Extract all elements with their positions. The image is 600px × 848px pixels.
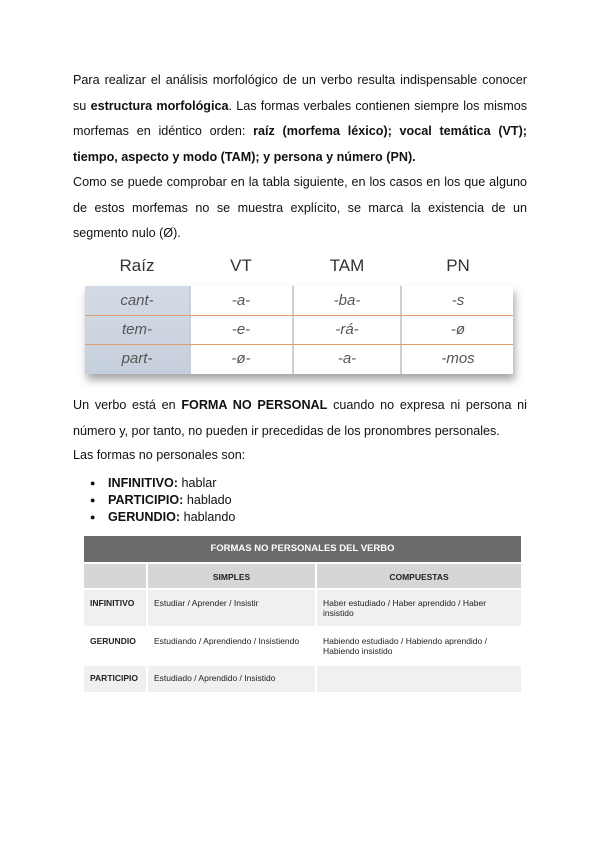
row-label: PARTICIPIO: [84, 666, 146, 692]
table-header-row: [84, 564, 521, 588]
table-row: [84, 590, 521, 626]
list-item-value: hablado: [183, 493, 232, 507]
cell-vt: -ø-: [231, 350, 251, 367]
table-title: FORMAS NO PERSONALES DEL VERBO: [84, 536, 521, 562]
list-item: [90, 509, 235, 526]
header-compuestas: COMPUESTAS: [317, 564, 521, 588]
header-vt: VT: [230, 256, 252, 275]
cell-compuestas: Haber estudiado / Haber aprendido / Haber insistido: [317, 590, 521, 626]
non-personal-forms-table: [84, 536, 521, 683]
cell-raiz: cant-: [120, 292, 154, 309]
cell-pn: -s: [451, 292, 465, 309]
cell-pn: -ø: [450, 321, 466, 338]
header-simples: SIMPLES: [148, 564, 315, 588]
intro-paragraph: [73, 68, 527, 170]
row-label: INFINITIVO: [84, 590, 146, 626]
list-item-value: hablar: [177, 476, 217, 490]
cell-simples: Estudiado / Aprendido / Insistido: [148, 666, 315, 692]
cell-simples: Estudiando / Aprendiendo / Insistiendo: [148, 628, 315, 664]
cell-simples: Estudiar / Aprender / Insistir: [148, 590, 315, 626]
non-personal-text-2: cuando no expresa ni persona ni número y, por tanto, no pueden ir precedidas de los pronombres personales.: [73, 398, 527, 438]
intro-bold-2: raíz (morfema léxico); vocal temática (VT); tiempo, aspecto y modo (TAM); y persona y número (PN).: [73, 124, 528, 164]
morpheme-table-body: [85, 286, 513, 374]
table-row: [84, 628, 521, 664]
column-separator: [400, 286, 402, 374]
cell-raiz: tem-: [122, 321, 152, 338]
cell-vt: -e-: [231, 321, 251, 338]
non-personal-paragraph: [73, 393, 527, 444]
cell-tam: -rá-: [335, 321, 359, 338]
list-item-label: INFINITIVO:: [108, 476, 178, 490]
row-label: GERUNDIO: [84, 628, 146, 664]
cell-compuestas: Habiendo estudiado / Habiendo aprendido / Habiendo insistido: [317, 628, 521, 664]
list-item: [90, 492, 235, 509]
forms-list: [90, 475, 235, 526]
list-intro: Las formas no personales son:: [73, 448, 246, 462]
list-item-value: hablando: [180, 510, 236, 524]
header-tam: TAM: [329, 256, 365, 275]
morpheme-table: [85, 252, 515, 382]
column-separator: [292, 286, 294, 374]
intro-bold-1: estructura morfológica: [90, 98, 229, 113]
list-item-label: PARTICIPIO:: [108, 493, 184, 507]
second-paragraph: Como se puede comprobar en la tabla siguiente, en los casos en los que alguno de estos morfemas no se muestra explícito, se marca la existencia de un segmento nulo (Ø).: [73, 175, 527, 240]
header-pn: PN: [446, 256, 470, 275]
cell-pn: -mos: [441, 350, 475, 367]
non-personal-text-1: Un verbo está en: [73, 398, 182, 412]
cell-tam: -a-: [337, 350, 357, 367]
intro-text-1: Para realizar el análisis morfológico de un verbo resulta indispensable conocer su: [73, 73, 527, 113]
table-row: [84, 666, 521, 692]
header-raiz: Raíz: [119, 256, 155, 275]
list-item: [90, 475, 235, 492]
cell-compuestas: [317, 666, 521, 692]
cell-vt: -a-: [231, 292, 251, 309]
cell-raiz: part-: [121, 350, 153, 367]
non-personal-bold: FORMA NO PERSONAL: [181, 398, 328, 412]
intro-text-2: . Las formas verbales contienen siempre los mismos morfemas en idéntico orden:: [73, 98, 527, 138]
list-item-label: GERUNDIO:: [108, 510, 181, 524]
cell-tam: -ba-: [333, 292, 361, 309]
header-empty-cell: [84, 564, 146, 588]
